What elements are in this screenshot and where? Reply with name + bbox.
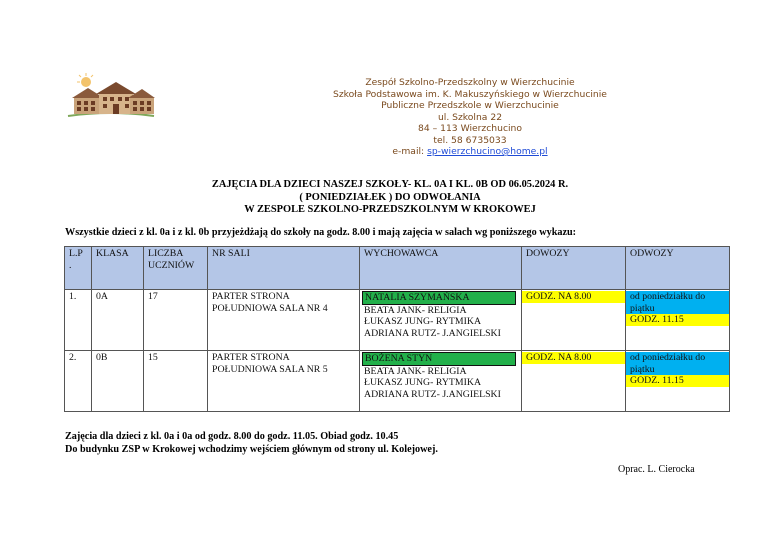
table-row bbox=[65, 351, 730, 412]
school-phone: tel. 58 6735033 bbox=[433, 134, 507, 146]
school-letterhead bbox=[300, 77, 640, 158]
header-lp: L.P . bbox=[65, 247, 92, 290]
title-line-3: W ZESPOLE SZKOLNO-PRZEDSZKOLNYM W KROKOWEJ bbox=[244, 204, 536, 216]
cell-wychowawca bbox=[360, 351, 522, 412]
staff-rhythmics: ŁUKASZ JUNG- RYTMIKA bbox=[364, 316, 482, 328]
cell-wychowawca bbox=[360, 290, 522, 351]
school-email-line bbox=[300, 146, 640, 158]
cell-dowozy bbox=[522, 290, 626, 351]
email-link[interactable]: sp-wierzchucino@home.pl bbox=[427, 146, 548, 157]
cell-klasa: 0A bbox=[92, 290, 144, 351]
pickup-days: od poniedziałku do piątku bbox=[626, 291, 729, 314]
cell-sala: PARTER STRONA POŁUDNIOWA SALA NR 5 bbox=[208, 351, 360, 412]
cell-lp: 1. bbox=[65, 290, 92, 351]
document-title bbox=[130, 179, 650, 217]
pickup-time: GODZ. 11.15 bbox=[626, 375, 729, 387]
note-hours: Zajęcia dla dzieci z kl. 0a i 0a od godz. 8.00 do godz. 11.05. Obiad godz. 10.45 bbox=[65, 431, 399, 442]
school-street: ul. Szkolna 22 bbox=[437, 111, 503, 123]
cell-lp: 2. bbox=[65, 351, 92, 412]
staff-english: ADRIANA RUTZ- J.ANGIELSKI bbox=[364, 327, 501, 339]
intro-text: Wszystkie dzieci z kl. 0a i z kl. 0b przyjeżdżają do szkoły na godz. 8.00 i mają zajęcia w salach wg poniższego wykazu: bbox=[65, 227, 577, 238]
pickup-days: od poniedziałku do piątku bbox=[626, 352, 729, 375]
teacher-name: BOŻENA STYN bbox=[362, 352, 516, 366]
cell-sala: PARTER STRONA POŁUDNIOWA SALA NR 4 bbox=[208, 290, 360, 351]
header-liczba: LICZBA UCZNIÓW bbox=[144, 247, 208, 290]
cell-klasa: 0B bbox=[92, 351, 144, 412]
pickup-time: GODZ. 11.15 bbox=[626, 314, 729, 326]
header-dowozy: DOWOZY bbox=[522, 247, 626, 290]
cell-dowozy bbox=[522, 351, 626, 412]
header-odwozy: ODWOZY bbox=[626, 247, 730, 290]
notes-block bbox=[65, 430, 438, 456]
note-entrance: Do budynku ZSP w Krokowej wchodzimy wejściem głównym od strony ul. Kolejowej. bbox=[65, 444, 438, 456]
table-header-row bbox=[65, 247, 730, 290]
preschool-name: Publiczne Przedszkole w Wierzchucinie bbox=[381, 100, 559, 111]
staff-rhythmics: ŁUKASZ JUNG- RYTMIKA bbox=[364, 377, 482, 389]
staff-religion: BEATA JANK- RELIGIA bbox=[364, 304, 467, 316]
header-sala: NR SALI bbox=[208, 247, 360, 290]
school-subname: Szkoła Podstawowa im. K. Makuszyńskiego w Wierzchucinie bbox=[333, 88, 607, 100]
title-line-2: ( PONIEDZIAŁEK ) DO ODWOŁANIA bbox=[299, 191, 481, 203]
school-name: Zespół Szkolno-Przedszkolny w Wierzchucinie bbox=[365, 77, 575, 88]
staff-english: ADRIANA RUTZ- J.ANGIELSKI bbox=[364, 388, 501, 400]
dropoff-time: GODZ. NA 8.00 bbox=[522, 352, 625, 364]
email-label: e-mail: bbox=[392, 146, 428, 157]
school-building-logo bbox=[66, 72, 156, 120]
cell-liczba: 15 bbox=[144, 351, 208, 412]
schedule-table bbox=[64, 246, 730, 412]
cell-liczba: 17 bbox=[144, 290, 208, 351]
teacher-name: NATALIA SZYMAŃSKA bbox=[362, 291, 516, 305]
prepared-by: Oprac. L. Cierocka bbox=[618, 464, 695, 475]
dropoff-time: GODZ. NA 8.00 bbox=[522, 291, 625, 303]
school-postcode: 84 – 113 Wierzchucino bbox=[417, 123, 522, 134]
title-line-1: ZAJĘCIA DLA DZIECI NASZEJ SZKOŁY- KL. 0A I KL. 0B OD 06.05.2024 R. bbox=[211, 179, 569, 190]
header-wychowawca: WYCHOWAWCA bbox=[360, 247, 522, 290]
cell-odwozy bbox=[626, 290, 730, 351]
staff-religion: BEATA JANK- RELIGIA bbox=[364, 365, 467, 377]
table-row bbox=[65, 290, 730, 351]
cell-odwozy bbox=[626, 351, 730, 412]
header-klasa: KLASA bbox=[92, 247, 144, 290]
